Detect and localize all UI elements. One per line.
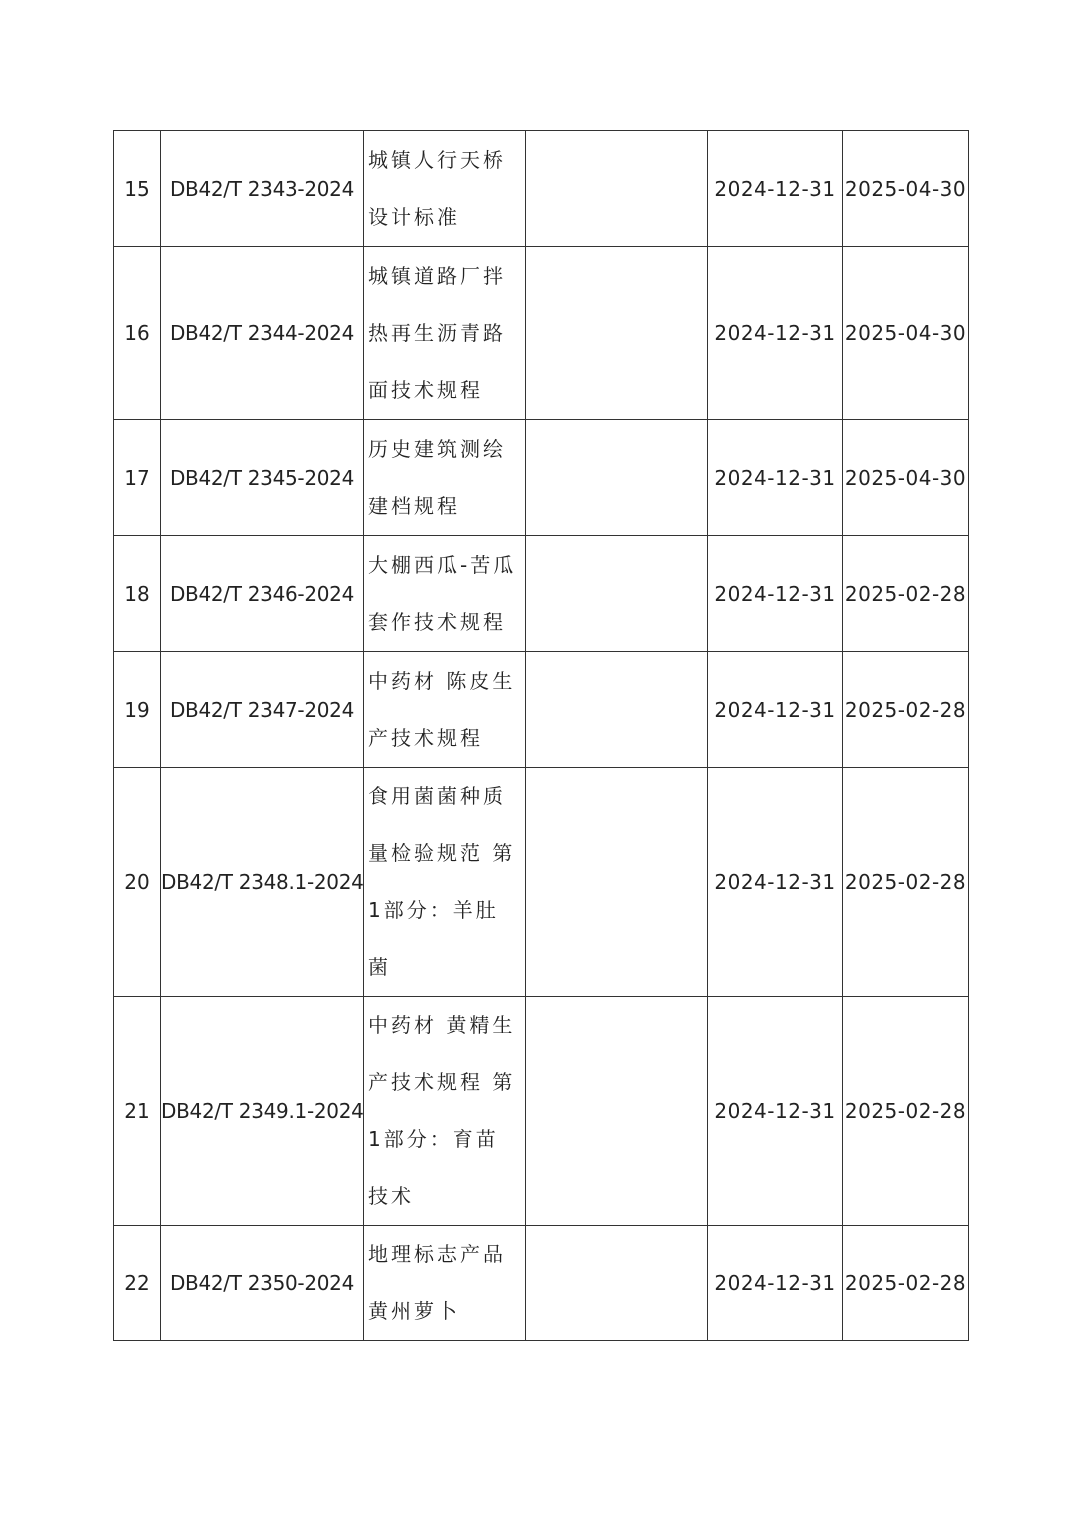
row-number: 19 (114, 652, 161, 768)
standards-table (113, 130, 969, 1341)
empty-cell (526, 131, 708, 247)
effective-date: 2025-02-28 (843, 768, 969, 997)
standard-code: DB42/T 2349.1-2024 (161, 997, 364, 1226)
empty-cell (526, 768, 708, 997)
effective-date: 2025-04-30 (843, 131, 969, 247)
standard-name: 城镇人行天桥设计标准 (364, 131, 526, 247)
empty-cell (526, 652, 708, 768)
effective-date: 2025-02-28 (843, 1226, 969, 1341)
row-number: 20 (114, 768, 161, 997)
standard-name: 中药材 陈皮生产技术规程 (364, 652, 526, 768)
row-number: 21 (114, 997, 161, 1226)
release-date: 2024-12-31 (708, 768, 843, 997)
release-date: 2024-12-31 (708, 652, 843, 768)
standard-code: DB42/T 2348.1-2024 (161, 768, 364, 997)
standard-code: DB42/T 2347-2024 (161, 652, 364, 768)
release-date: 2024-12-31 (708, 997, 843, 1226)
effective-date: 2025-02-28 (843, 997, 969, 1226)
table-row (114, 420, 969, 536)
standard-code: DB42/T 2344-2024 (161, 247, 364, 420)
effective-date: 2025-02-28 (843, 652, 969, 768)
empty-cell (526, 247, 708, 420)
row-number: 18 (114, 536, 161, 652)
table-row (114, 997, 969, 1226)
standard-name: 城镇道路厂拌热再生沥青路面技术规程 (364, 247, 526, 420)
standard-code: DB42/T 2345-2024 (161, 420, 364, 536)
effective-date: 2025-02-28 (843, 536, 969, 652)
table-row (114, 652, 969, 768)
release-date: 2024-12-31 (708, 420, 843, 536)
empty-cell (526, 536, 708, 652)
table-row (114, 131, 969, 247)
empty-cell (526, 420, 708, 536)
release-date: 2024-12-31 (708, 1226, 843, 1341)
standard-code: DB42/T 2343-2024 (161, 131, 364, 247)
release-date: 2024-12-31 (708, 247, 843, 420)
standard-code: DB42/T 2350-2024 (161, 1226, 364, 1341)
row-number: 16 (114, 247, 161, 420)
row-number: 17 (114, 420, 161, 536)
standard-name: 大棚西瓜-苦瓜套作技术规程 (364, 536, 526, 652)
standard-name: 地理标志产品 黄州萝卜 (364, 1226, 526, 1341)
row-number: 22 (114, 1226, 161, 1341)
standard-name: 中药材 黄精生产技术规程 第1部分：育苗技术 (364, 997, 526, 1226)
table-row (114, 768, 969, 997)
empty-cell (526, 997, 708, 1226)
release-date: 2024-12-31 (708, 131, 843, 247)
effective-date: 2025-04-30 (843, 420, 969, 536)
standard-name: 食用菌菌种质量检验规范 第1部分：羊肚菌 (364, 768, 526, 997)
standard-code: DB42/T 2346-2024 (161, 536, 364, 652)
table-row (114, 1226, 969, 1341)
table-row (114, 536, 969, 652)
effective-date: 2025-04-30 (843, 247, 969, 420)
row-number: 15 (114, 131, 161, 247)
empty-cell (526, 1226, 708, 1341)
standard-name: 历史建筑测绘建档规程 (364, 420, 526, 536)
table-row (114, 247, 969, 420)
release-date: 2024-12-31 (708, 536, 843, 652)
